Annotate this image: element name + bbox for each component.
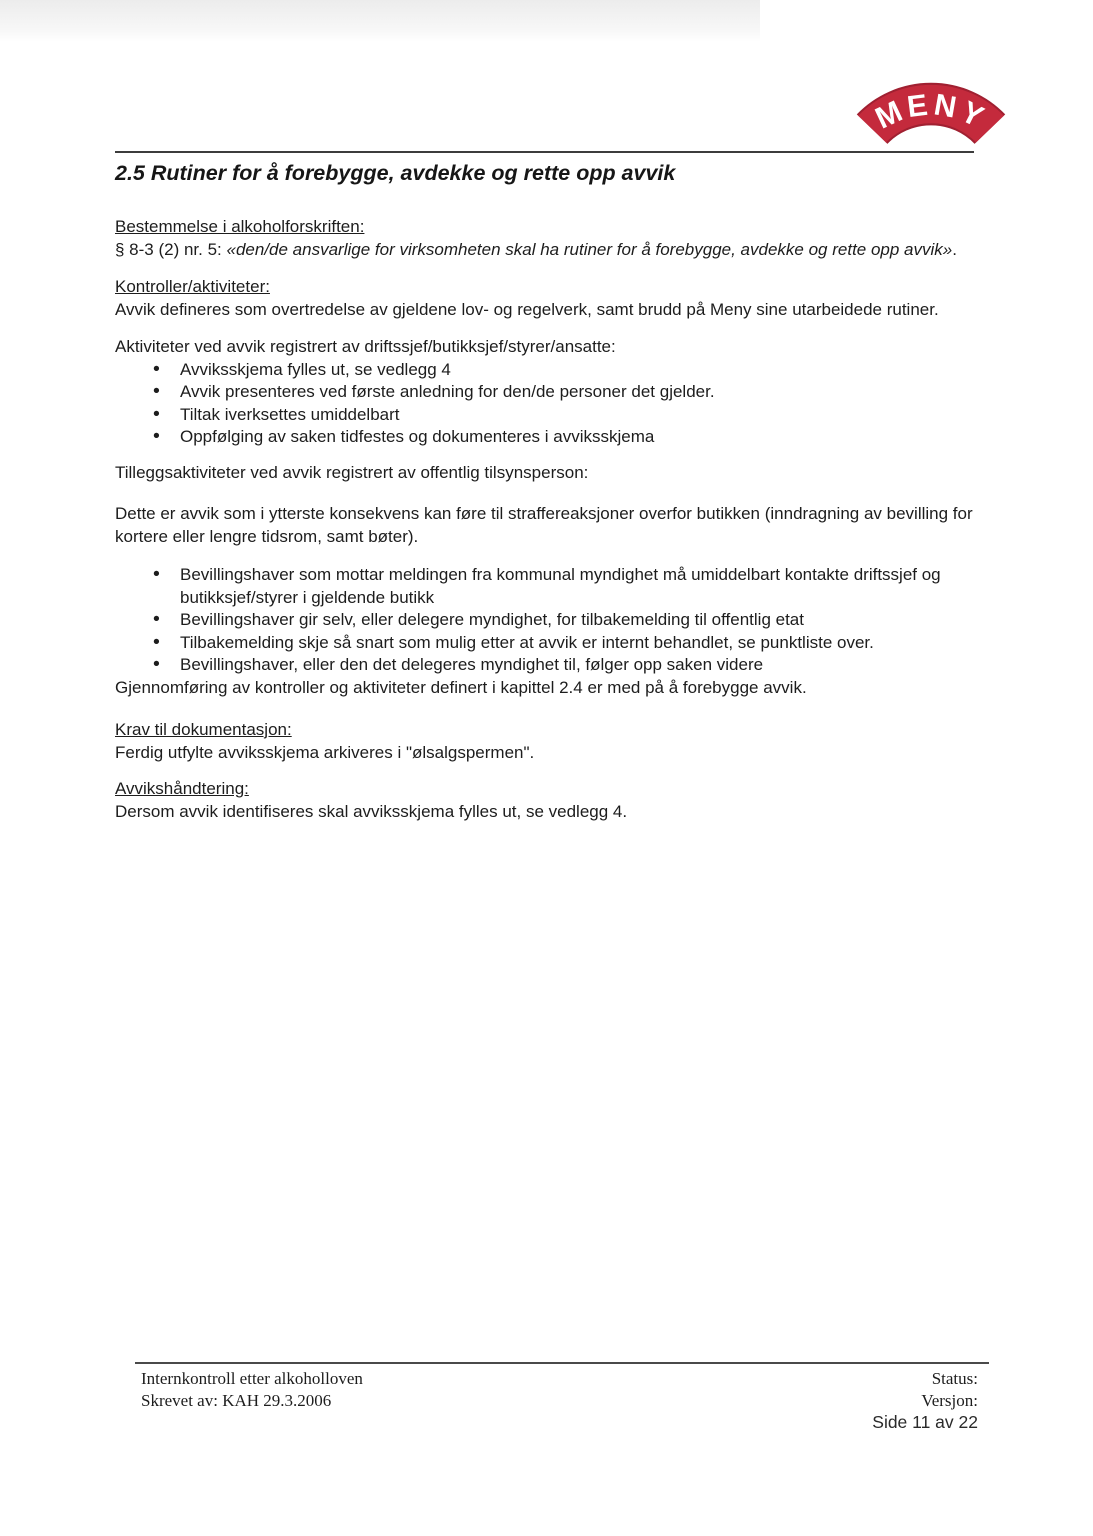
footer-status-label: Status: bbox=[931, 1369, 978, 1388]
bestemmelse-prefix: § 8-3 (2) nr. 5: bbox=[115, 239, 227, 259]
kontroller-body: Avvik defineres som overtredelse av gjeldene lov- og regelverk, samt brudd på Meny sine utarbeidede rutiner. bbox=[115, 299, 939, 319]
krav-heading: Krav til dokumentasjon: bbox=[115, 720, 292, 739]
section-avvikshandtering bbox=[115, 778, 977, 823]
avvikshandtering-heading: Avvikshåndtering: bbox=[115, 779, 249, 798]
bestemmelse-suffix: . bbox=[952, 239, 957, 259]
list-item: • Avviksskjema fylles ut, se vedlegg 4 bbox=[115, 359, 977, 382]
bestemmelse-heading: Bestemmelse i alkoholforskriften: bbox=[115, 217, 365, 236]
list-item: • Bevillingshaver som mottar meldingen fra kommunal myndighet må umiddelbart kontakte driftssjef og butikksjef/styrer i gjeldende butikk bbox=[115, 564, 977, 609]
footer-document-name: Internkontroll etter alkoholloven bbox=[141, 1369, 363, 1388]
tillegg-body: Dette er avvik som i ytterste konsekvens kan føre til straffereaksjoner overfor butikken (inndragning av bevilling for kortere eller lengre tidsrom, samt bøter). bbox=[115, 504, 973, 546]
aktiviteter-bullet-list bbox=[115, 359, 977, 449]
meny-logo-icon bbox=[842, 62, 1020, 152]
section-bestemmelse bbox=[115, 216, 977, 261]
list-item: • Oppfølging av saken tidfestes og dokumenteres i avviksskjema bbox=[115, 426, 977, 449]
tillegg-bullet-list bbox=[115, 564, 977, 677]
meny-logo bbox=[842, 62, 1020, 152]
footer-right bbox=[678, 1368, 978, 1433]
tillegg-closing: Gjennomføring av kontroller og aktiviteter definert i kapittel 2.4 er med på å forebygge avvik. bbox=[115, 677, 807, 697]
section-aktiviteter bbox=[115, 336, 977, 449]
footer-rule bbox=[135, 1362, 989, 1364]
tillegg-intro: Tilleggsaktiviteter ved avvik registrert av offentlig tilsynsperson: bbox=[115, 462, 589, 482]
footer-page-number: Side 11 av 22 bbox=[872, 1411, 978, 1432]
list-item: • Tiltak iverksettes umiddelbart bbox=[115, 404, 977, 427]
document-body bbox=[115, 160, 977, 823]
page-title: 2.5 Rutiner for å forebygge, avdekke og rette opp avvik bbox=[115, 161, 676, 185]
avvikshandtering-body: Dersom avvik identifiseres skal avviksskjema fylles ut, se vedlegg 4. bbox=[115, 801, 628, 821]
meny-logo-text: MENY bbox=[870, 88, 992, 136]
list-item: • Bevillingshaver, eller den det delegeres myndighet til, følger opp saken videre bbox=[115, 654, 977, 677]
aktiviteter-intro: Aktiviteter ved avvik registrert av driftssjef/butikksjef/styrer/ansatte: bbox=[115, 337, 616, 356]
kontroller-heading: Kontroller/aktiviteter: bbox=[115, 277, 270, 296]
footer-author: Skrevet av: KAH 29.3.2006 bbox=[141, 1390, 332, 1410]
section-kontroller bbox=[115, 276, 977, 321]
list-item: • Bevillingshaver gir selv, eller delegere myndighet, for tilbakemelding til offentlig etat bbox=[115, 609, 977, 632]
section-krav bbox=[115, 719, 977, 764]
bestemmelse-quote: «den/de ansvarlige for virksomheten skal ha rutiner for å forebygge, avdekke og rette opp avvik» bbox=[226, 239, 953, 259]
krav-body: Ferdig utfylte avviksskjema arkiveres i "ølsalgspermen". bbox=[115, 742, 535, 762]
footer-left bbox=[141, 1368, 561, 1411]
list-item: • Avvik presenteres ved første anledning for den/de personer det gjelder. bbox=[115, 381, 977, 404]
header-rule bbox=[115, 151, 974, 153]
scan-artifact-shade bbox=[0, 0, 760, 42]
footer-version-label: Versjon: bbox=[921, 1390, 978, 1410]
list-item: • Tilbakemelding skje så snart som mulig etter at avvik er internt behandlet, se punktliste over. bbox=[115, 632, 977, 655]
